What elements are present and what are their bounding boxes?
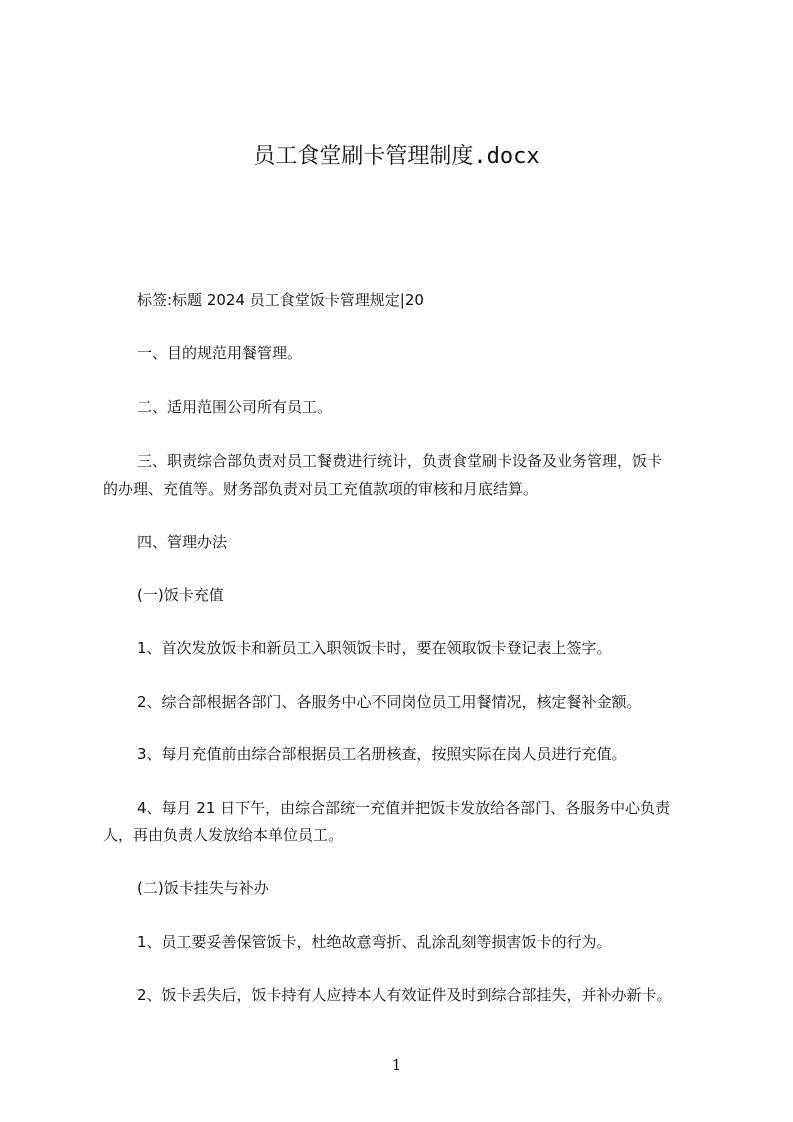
section-scope: 二、适用范围公司所有员工。 [137, 398, 333, 416]
recharge-item-1: 1、首次发放饭卡和新员工入职领饭卡时，要在领取饭卡登记表上签字。 [137, 639, 612, 657]
page-number: 1 [391, 1056, 402, 1074]
tag-line: 标签:标题 2024 员工食堂饭卡管理规定|20 [137, 291, 424, 309]
section-management: 四、管理办法 [137, 533, 228, 551]
recharge-item-2: 2、综合部根据各部门、各服务中心不同岗位员工用餐情况，核定餐补金额。 [137, 693, 642, 711]
loss-item-1: 1、员工要妥善保管饭卡，杜绝故意弯折、乱涂乱刻等损害饭卡的行为。 [137, 933, 612, 951]
document-title: 员工食堂刷卡管理制度.docx [253, 144, 540, 169]
subsection-loss-reissue: (二)饭卡挂失与补办 [137, 879, 269, 897]
section-responsibility-line1: 三、职责综合部负责对员工餐费进行统计，负责食堂刷卡设备及业务管理，饭卡 [137, 452, 663, 470]
section-purpose: 一、目的规范用餐管理。 [137, 344, 303, 362]
recharge-item-4-line2: 人，再由负责人发放给本单位员工。 [103, 826, 344, 844]
section-responsibility-line2: 的办理、充值等。财务部负责对员工充值款项的审核和月底结算。 [103, 480, 539, 498]
recharge-item-3: 3、每月充值前由综合部根据员工名册核查，按照实际在岗人员进行充值。 [137, 745, 627, 763]
loss-item-2: 2、饭卡丢失后，饭卡持有人应持本人有效证件及时到综合部挂失，并补办新卡。 [137, 986, 672, 1004]
recharge-item-4-line1: 4、每月 21 日下午，由综合部统一充值并把饭卡发放给各部门、各服务中心负责 [137, 799, 671, 817]
subsection-recharge: (一)饭卡充值 [137, 586, 224, 604]
